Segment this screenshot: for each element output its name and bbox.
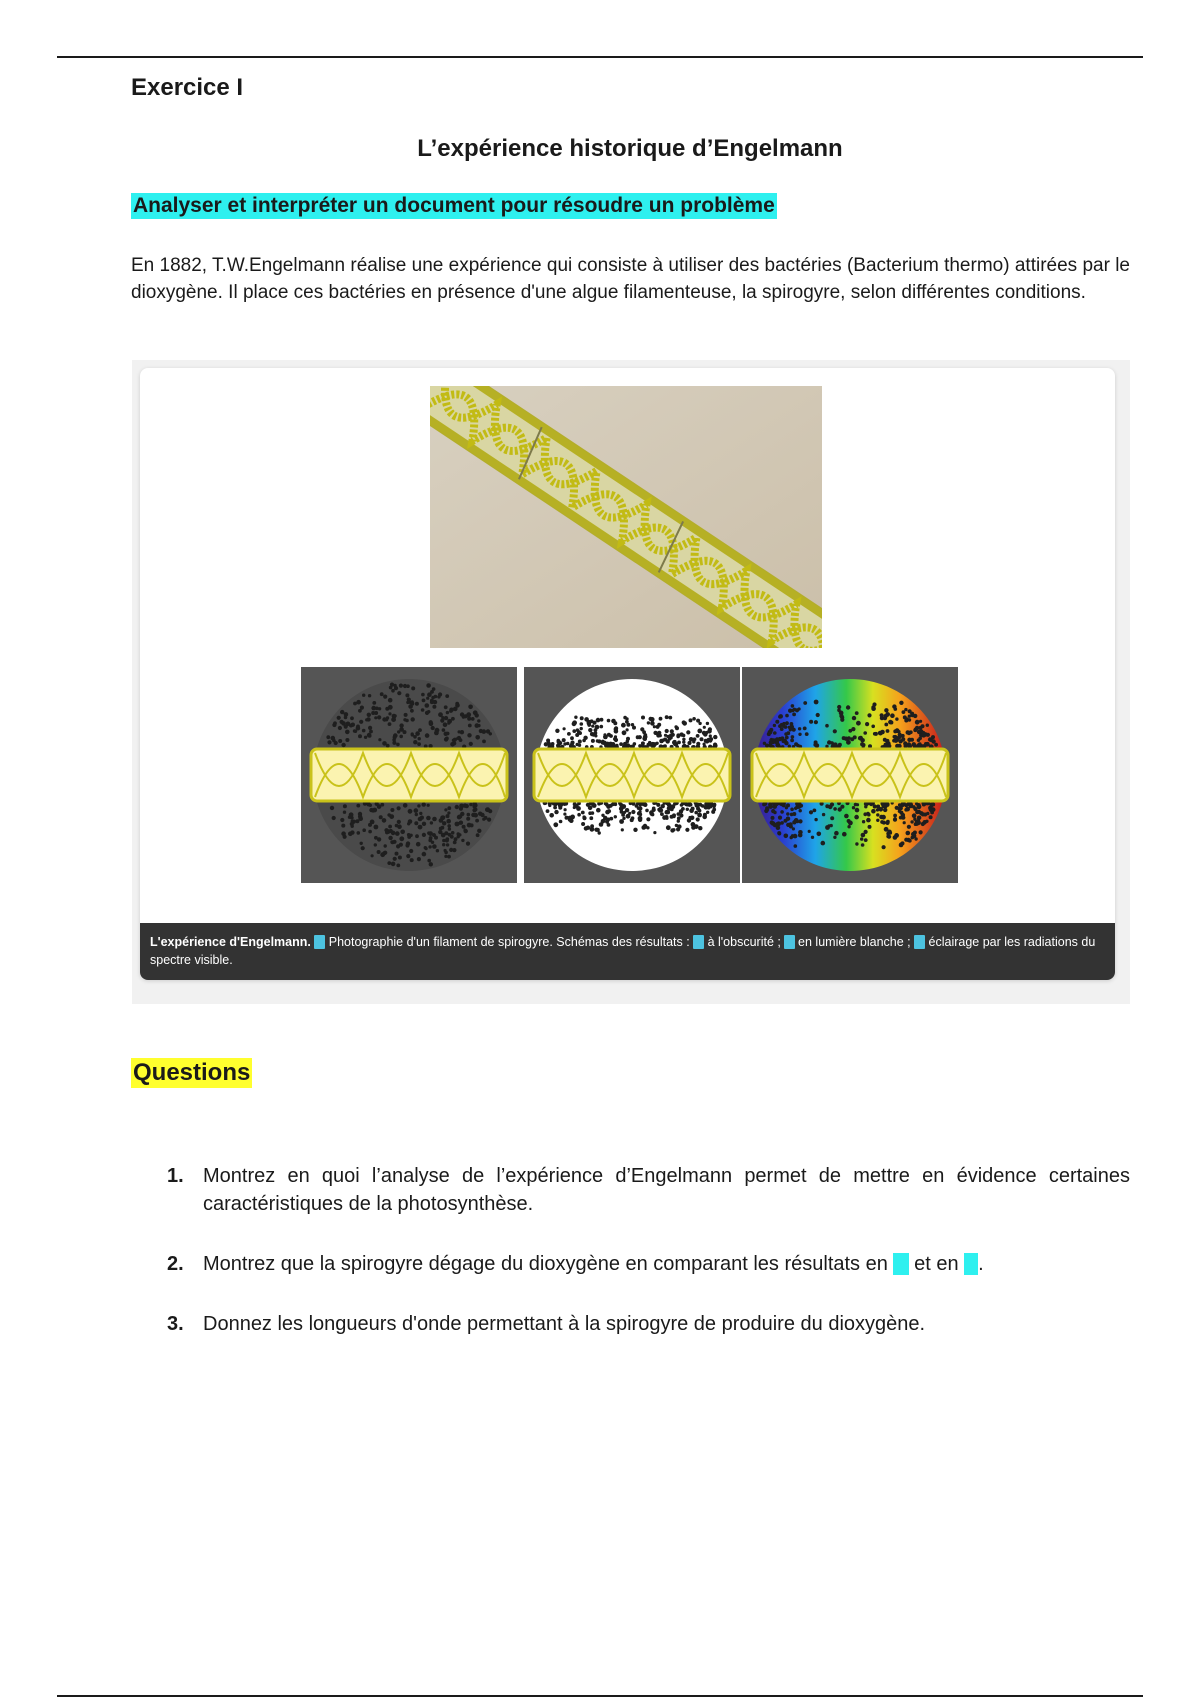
caption-text-1: Photographie d'un filament de spirogyre. Schémas des résultats : — [325, 935, 694, 949]
question-text-before: Montrez que la spirogyre dégage du dioxygène en comparant les résultats en — [203, 1253, 894, 1275]
caption-tag-a: a — [316, 935, 324, 949]
caption-tag-c: c — [786, 935, 793, 949]
filament-c — [752, 749, 948, 801]
question-tag-c: c — [966, 1253, 977, 1275]
caption-lead: L'expérience d'Engelmann. — [150, 935, 311, 949]
caption-text-2: à l'obscurité ; — [704, 935, 785, 949]
questions-list — [131, 1162, 1130, 1370]
question-item — [131, 1162, 1130, 1218]
question-text: Montrez en quoi l’analyse de l’expérience d’Engelmann permet de mettre en évidence certaines caractéristiques de la photosynthèse. — [203, 1165, 1130, 1215]
question-item — [131, 1250, 1130, 1278]
panel-white-light — [524, 667, 740, 883]
panel-darkness — [301, 667, 517, 883]
figure-caption — [140, 923, 1115, 980]
exercise-title: Exercice I — [131, 74, 244, 101]
caption-text-3: en lumière blanche ; — [794, 935, 915, 949]
question-text: Donnez les longueurs d'onde permettant à la spirogyre de produire du dioxygène. — [203, 1313, 926, 1335]
figure-frame — [132, 360, 1130, 1004]
question-item — [131, 1310, 1130, 1338]
caption-text-4: éclairage par les radiations du spectre visible. — [150, 935, 1096, 967]
question-number: 1. — [167, 1165, 184, 1187]
filament-b — [534, 749, 730, 801]
question-text-after: . — [978, 1253, 984, 1275]
intro-paragraph: En 1882, T.W.Engelmann réalise une expérience qui consiste à utiliser des bactéries (Bacterium thermo) attirées par le dioxygène. Il place ces bactéries en présence d'une algue filamenteuse, la spirogyre, selon différentes conditions. — [131, 255, 1130, 303]
filament-a — [311, 749, 507, 801]
caption-tag-d: d — [916, 935, 924, 949]
figure-card — [140, 368, 1115, 980]
question-text-middle: et en — [908, 1253, 965, 1275]
bottom-rule — [57, 1695, 1143, 1697]
skill-banner: Analyser et interpréter un document pour résoudre un problème — [133, 194, 775, 217]
question-tag-b: b — [895, 1253, 907, 1275]
spirogyra-photo — [430, 386, 822, 648]
caption-tag-b: b — [695, 935, 703, 949]
question-number: 2. — [167, 1253, 184, 1275]
main-title: L’expérience historique d’Engelmann — [417, 135, 843, 162]
question-number: 3. — [167, 1313, 184, 1335]
questions-title: Questions — [133, 1059, 251, 1086]
panel-spectrum — [742, 667, 958, 883]
top-rule — [57, 56, 1143, 58]
